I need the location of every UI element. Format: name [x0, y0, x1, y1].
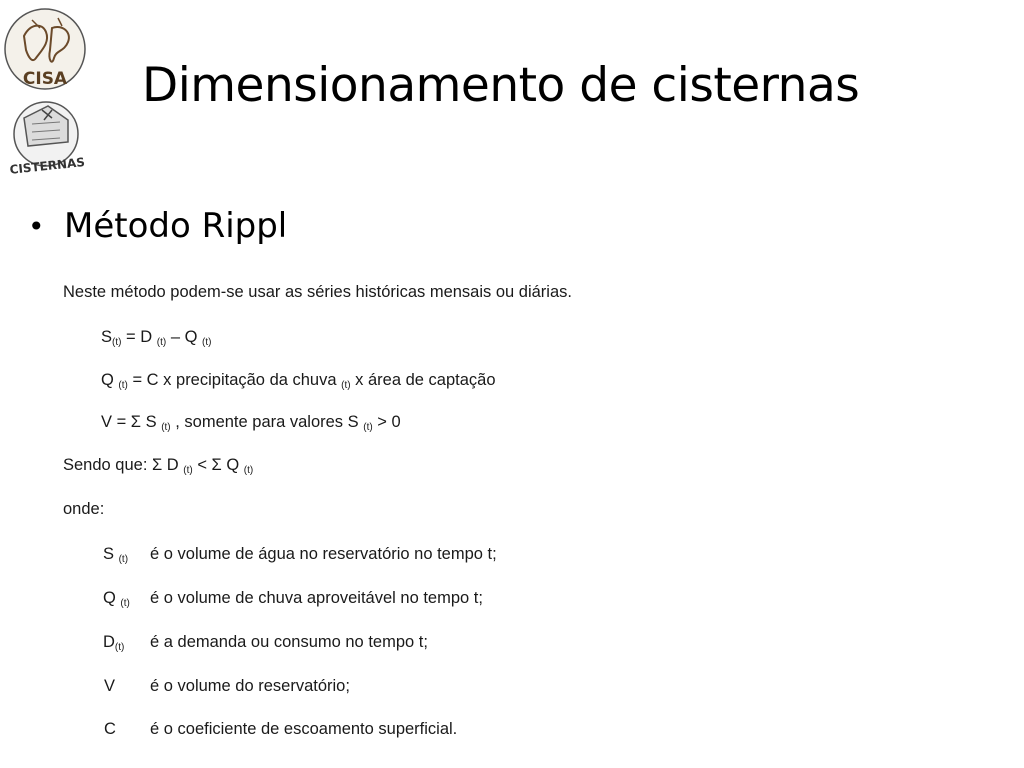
definition-symbol: S $_{(t)}$ — [103, 545, 129, 565]
bullet-text: Método Rippl — [64, 206, 288, 246]
where-label: onde: — [63, 500, 105, 518]
definition-description: é o volume do reservatório; — [150, 677, 350, 695]
formula-reservoir-volume: V = Σ S $_{(t)}$ , somente para valores S $_{(t)}$ > 0 — [101, 413, 401, 433]
definition-description: é o volume de chuva aproveitável no tempo t; — [150, 589, 483, 607]
definition-symbol: $D_{(t)}$ — [103, 633, 125, 653]
slide-title: Dimensionamento de cisternas — [142, 58, 860, 113]
definition-description: é o volume de água no reservatório no tempo t; — [150, 545, 497, 563]
cisternas-logo-text: CISTERNAS — [8, 155, 86, 177]
definition-symbol: C — [104, 720, 116, 738]
definition-description: é o coeficiente de escoamento superficial. — [150, 720, 458, 738]
definition-symbol: Q $_{(t)}$ — [103, 589, 130, 609]
definition-symbol: V — [104, 677, 116, 695]
bullet-item — [28, 206, 287, 246]
formula-rain-volume: Q $_{(t)}$ = C x precipitação da chuva $_{(t)}$ x área de captação — [101, 371, 496, 391]
condition-line: Sendo que: Σ D $_{(t)}$ < Σ Q $_{(t)}$ — [63, 456, 254, 476]
definition-description: é a demanda ou consumo no tempo t; — [150, 633, 428, 651]
cisa-logo-text: CISA — [22, 69, 68, 89]
method-intro: Neste método podem-se usar as séries históricas mensais ou diárias. — [63, 283, 572, 301]
bullet-marker: • — [28, 209, 45, 243]
cisternas-logo — [2, 98, 92, 178]
cisa-logo — [2, 6, 88, 92]
formula-storage: $S_{(t)} = D$ $_{(t)}$ – Q $_{(t)}$ — [101, 328, 212, 348]
